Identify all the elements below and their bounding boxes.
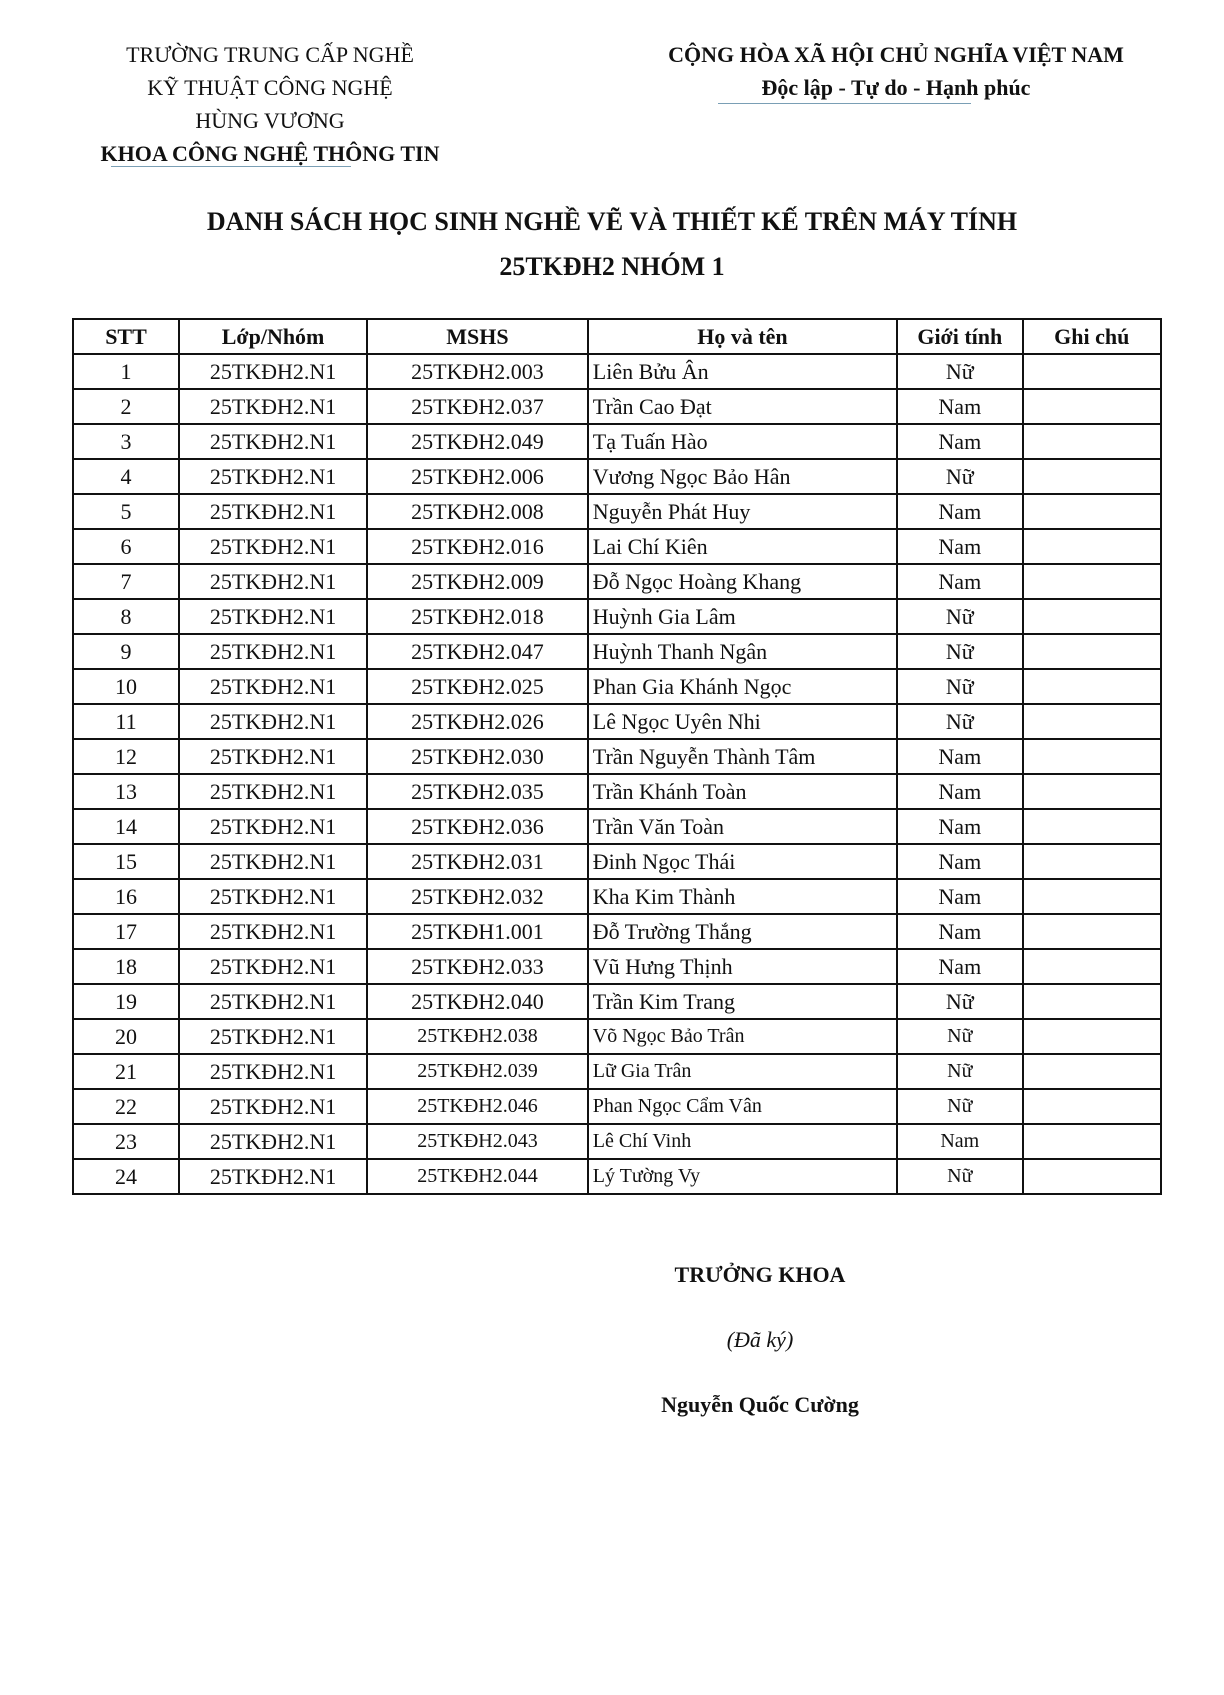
table-row bbox=[73, 494, 1161, 529]
row-stt: 21 bbox=[73, 1054, 179, 1089]
row-stt: 20 bbox=[73, 1019, 179, 1054]
row-gender: Nam bbox=[897, 914, 1022, 949]
row-student-id: 25TKĐH2.047 bbox=[367, 634, 588, 669]
row-full-name: Trần Kim Trang bbox=[588, 984, 897, 1019]
signed-status: (Đã ký) bbox=[726, 1327, 794, 1352]
row-student-id: 25TKĐH2.030 bbox=[367, 739, 588, 774]
department-name: KHOA CÔNG NGHỆ THÔNG TIN bbox=[100, 141, 440, 166]
row-full-name: Phan Ngọc Cẩm Vân bbox=[588, 1089, 897, 1124]
row-student-id: 25TKĐH2.035 bbox=[367, 774, 588, 809]
row-class: 25TKĐH2.N1 bbox=[179, 459, 367, 494]
table-header-row bbox=[73, 319, 1161, 354]
national-title: CỘNG HÒA XÃ HỘI CHỦ NGHĨA VIỆT NAM bbox=[668, 42, 1124, 67]
row-stt: 2 bbox=[73, 389, 179, 424]
row-gender: Nam bbox=[897, 494, 1022, 529]
row-note bbox=[1023, 1159, 1161, 1194]
table-row bbox=[73, 389, 1161, 424]
table-row bbox=[73, 984, 1161, 1019]
row-student-id: 25TKĐH2.049 bbox=[367, 424, 588, 459]
row-stt: 18 bbox=[73, 949, 179, 984]
table-row bbox=[73, 1159, 1161, 1194]
row-student-id: 25TKĐH2.018 bbox=[367, 599, 588, 634]
row-stt: 3 bbox=[73, 424, 179, 459]
student-table bbox=[72, 318, 1162, 1195]
row-stt: 6 bbox=[73, 529, 179, 564]
table-row bbox=[73, 354, 1161, 389]
row-note bbox=[1023, 879, 1161, 914]
row-stt: 7 bbox=[73, 564, 179, 599]
row-student-id: 25TKĐH2.025 bbox=[367, 669, 588, 704]
row-gender: Nữ bbox=[897, 704, 1022, 739]
row-full-name: Lê Chí Vinh bbox=[588, 1124, 897, 1159]
row-class: 25TKĐH2.N1 bbox=[179, 634, 367, 669]
row-note bbox=[1023, 844, 1161, 879]
signer-name: Nguyễn Quốc Cường bbox=[661, 1392, 859, 1417]
row-full-name: Trần Văn Toàn bbox=[588, 809, 897, 844]
header-class: Lớp/Nhóm bbox=[179, 319, 367, 354]
row-full-name: Trần Nguyễn Thành Tâm bbox=[588, 739, 897, 774]
row-student-id: 25TKĐH2.040 bbox=[367, 984, 588, 1019]
row-gender: Nữ bbox=[897, 1054, 1022, 1089]
header-gender: Giới tính bbox=[897, 319, 1022, 354]
row-student-id: 25TKĐH2.016 bbox=[367, 529, 588, 564]
row-student-id: 25TKĐH2.036 bbox=[367, 809, 588, 844]
row-class: 25TKĐH2.N1 bbox=[179, 1159, 367, 1194]
row-note bbox=[1023, 634, 1161, 669]
row-class: 25TKĐH2.N1 bbox=[179, 529, 367, 564]
row-student-id: 25TKĐH2.033 bbox=[367, 949, 588, 984]
row-student-id: 25TKĐH2.006 bbox=[367, 459, 588, 494]
row-full-name: Lai Chí Kiên bbox=[588, 529, 897, 564]
row-class: 25TKĐH2.N1 bbox=[179, 914, 367, 949]
table-row bbox=[73, 844, 1161, 879]
header-stt: STT bbox=[73, 319, 179, 354]
row-class: 25TKĐH2.N1 bbox=[179, 1124, 367, 1159]
row-gender: Nữ bbox=[897, 459, 1022, 494]
row-note bbox=[1023, 669, 1161, 704]
row-full-name: Đỗ Trường Thắng bbox=[588, 914, 897, 949]
row-class: 25TKĐH2.N1 bbox=[179, 704, 367, 739]
national-motto: Độc lập - Tự do - Hạnh phúc bbox=[761, 75, 1031, 100]
row-note bbox=[1023, 564, 1161, 599]
row-note bbox=[1023, 529, 1161, 564]
row-class: 25TKĐH2.N1 bbox=[179, 984, 367, 1019]
row-full-name: Liên Bửu Ân bbox=[588, 354, 897, 389]
row-full-name: Tạ Tuấn Hào bbox=[588, 424, 897, 459]
row-student-id: 25TKĐH2.008 bbox=[367, 494, 588, 529]
row-stt: 22 bbox=[73, 1089, 179, 1124]
school-name-line-1: TRƯỜNG TRUNG CẤP NGHỀ bbox=[126, 42, 414, 67]
row-class: 25TKĐH2.N1 bbox=[179, 1089, 367, 1124]
row-note bbox=[1023, 599, 1161, 634]
row-full-name: Vũ Hưng Thịnh bbox=[588, 949, 897, 984]
row-stt: 11 bbox=[73, 704, 179, 739]
row-class: 25TKĐH2.N1 bbox=[179, 389, 367, 424]
table-row bbox=[73, 879, 1161, 914]
row-note bbox=[1023, 774, 1161, 809]
table-row bbox=[73, 599, 1161, 634]
row-class: 25TKĐH2.N1 bbox=[179, 1019, 367, 1054]
row-stt: 14 bbox=[73, 809, 179, 844]
row-note bbox=[1023, 949, 1161, 984]
row-gender: Nữ bbox=[897, 354, 1022, 389]
row-stt: 12 bbox=[73, 739, 179, 774]
row-stt: 4 bbox=[73, 459, 179, 494]
table-row bbox=[73, 1124, 1161, 1159]
header-note: Ghi chú bbox=[1023, 319, 1161, 354]
row-class: 25TKĐH2.N1 bbox=[179, 949, 367, 984]
row-class: 25TKĐH2.N1 bbox=[179, 739, 367, 774]
row-student-id: 25TKĐH2.003 bbox=[367, 354, 588, 389]
table-row bbox=[73, 669, 1161, 704]
table-row bbox=[73, 704, 1161, 739]
row-gender: Nữ bbox=[897, 1159, 1022, 1194]
row-full-name: Võ Ngọc Bảo Trân bbox=[588, 1019, 897, 1054]
row-student-id: 25TKĐH2.039 bbox=[367, 1054, 588, 1089]
row-stt: 16 bbox=[73, 879, 179, 914]
row-gender: Nam bbox=[897, 844, 1022, 879]
row-gender: Nam bbox=[897, 774, 1022, 809]
row-stt: 13 bbox=[73, 774, 179, 809]
row-note bbox=[1023, 389, 1161, 424]
row-class: 25TKĐH2.N1 bbox=[179, 774, 367, 809]
row-note bbox=[1023, 424, 1161, 459]
row-full-name: Lê Ngọc Uyên Nhi bbox=[588, 704, 897, 739]
row-student-id: 25TKĐH2.038 bbox=[367, 1019, 588, 1054]
row-gender: Nữ bbox=[897, 634, 1022, 669]
table-row bbox=[73, 634, 1161, 669]
row-gender: Nam bbox=[897, 879, 1022, 914]
row-gender: Nam bbox=[897, 739, 1022, 774]
table-row bbox=[73, 949, 1161, 984]
row-gender: Nữ bbox=[897, 1089, 1022, 1124]
row-stt: 1 bbox=[73, 354, 179, 389]
row-student-id: 25TKĐH2.009 bbox=[367, 564, 588, 599]
national-header bbox=[596, 38, 1196, 104]
row-gender: Nam bbox=[897, 389, 1022, 424]
row-gender: Nữ bbox=[897, 984, 1022, 1019]
row-full-name: Nguyễn Phát Huy bbox=[588, 494, 897, 529]
row-class: 25TKĐH2.N1 bbox=[179, 599, 367, 634]
row-gender: Nam bbox=[897, 424, 1022, 459]
table-row bbox=[73, 564, 1161, 599]
row-class: 25TKĐH2.N1 bbox=[179, 424, 367, 459]
row-note bbox=[1023, 704, 1161, 739]
table-row bbox=[73, 914, 1161, 949]
row-class: 25TKĐH2.N1 bbox=[179, 844, 367, 879]
row-full-name: Huỳnh Thanh Ngân bbox=[588, 634, 897, 669]
row-stt: 15 bbox=[73, 844, 179, 879]
row-student-id: 25TKĐH1.001 bbox=[367, 914, 588, 949]
row-note bbox=[1023, 459, 1161, 494]
table-row bbox=[73, 1019, 1161, 1054]
document-subtitle: 25TKĐH2 NHÓM 1 bbox=[499, 252, 725, 281]
header-student-id: MSHS bbox=[367, 319, 588, 354]
row-student-id: 25TKĐH2.046 bbox=[367, 1089, 588, 1124]
row-student-id: 25TKĐH2.031 bbox=[367, 844, 588, 879]
table-row bbox=[73, 529, 1161, 564]
row-student-id: 25TKĐH2.037 bbox=[367, 389, 588, 424]
row-student-id: 25TKĐH2.026 bbox=[367, 704, 588, 739]
header-full-name: Họ và tên bbox=[588, 319, 897, 354]
school-header bbox=[66, 38, 474, 170]
row-class: 25TKĐH2.N1 bbox=[179, 669, 367, 704]
row-full-name: Phan Gia Khánh Ngọc bbox=[588, 669, 897, 704]
row-gender: Nam bbox=[897, 949, 1022, 984]
row-stt: 8 bbox=[73, 599, 179, 634]
row-note bbox=[1023, 354, 1161, 389]
row-note bbox=[1023, 809, 1161, 844]
table-row bbox=[73, 809, 1161, 844]
row-class: 25TKĐH2.N1 bbox=[179, 564, 367, 599]
row-stt: 17 bbox=[73, 914, 179, 949]
row-full-name: Vương Ngọc Bảo Hân bbox=[588, 459, 897, 494]
row-note bbox=[1023, 1089, 1161, 1124]
row-stt: 24 bbox=[73, 1159, 179, 1194]
row-note bbox=[1023, 984, 1161, 1019]
table-row bbox=[73, 739, 1161, 774]
row-student-id: 25TKĐH2.043 bbox=[367, 1124, 588, 1159]
row-student-id: 25TKĐH2.032 bbox=[367, 879, 588, 914]
row-full-name: Lý Tường Vy bbox=[588, 1159, 897, 1194]
table-row bbox=[73, 1089, 1161, 1124]
table-row bbox=[73, 774, 1161, 809]
motto-underline bbox=[718, 103, 971, 104]
row-full-name: Kha Kim Thành bbox=[588, 879, 897, 914]
row-class: 25TKĐH2.N1 bbox=[179, 1054, 367, 1089]
row-gender: Nữ bbox=[897, 599, 1022, 634]
row-note bbox=[1023, 1019, 1161, 1054]
row-full-name: Lữ Gia Trân bbox=[588, 1054, 897, 1089]
row-gender: Nữ bbox=[897, 669, 1022, 704]
department-underline bbox=[111, 166, 351, 167]
row-note bbox=[1023, 494, 1161, 529]
row-note bbox=[1023, 914, 1161, 949]
row-stt: 10 bbox=[73, 669, 179, 704]
row-full-name: Trần Khánh Toàn bbox=[588, 774, 897, 809]
table-row bbox=[73, 459, 1161, 494]
row-stt: 5 bbox=[73, 494, 179, 529]
row-full-name: Huỳnh Gia Lâm bbox=[588, 599, 897, 634]
row-stt: 19 bbox=[73, 984, 179, 1019]
row-stt: 9 bbox=[73, 634, 179, 669]
row-class: 25TKĐH2.N1 bbox=[179, 494, 367, 529]
row-gender: Nam bbox=[897, 564, 1022, 599]
row-note bbox=[1023, 1124, 1161, 1159]
signer-role: TRƯỞNG KHOA bbox=[674, 1262, 846, 1287]
row-note bbox=[1023, 1054, 1161, 1089]
row-gender: Nam bbox=[897, 1124, 1022, 1159]
row-full-name: Trần Cao Đạt bbox=[588, 389, 897, 424]
row-class: 25TKĐH2.N1 bbox=[179, 354, 367, 389]
row-full-name: Đinh Ngọc Thái bbox=[588, 844, 897, 879]
row-gender: Nam bbox=[897, 809, 1022, 844]
table-row bbox=[73, 1054, 1161, 1089]
school-name-line-2: KỸ THUẬT CÔNG NGHỆ bbox=[147, 75, 393, 100]
row-class: 25TKĐH2.N1 bbox=[179, 809, 367, 844]
school-name-line-3: HÙNG VƯƠNG bbox=[195, 108, 345, 133]
row-full-name: Đỗ Ngọc Hoàng Khang bbox=[588, 564, 897, 599]
document-title: DANH SÁCH HỌC SINH NGHỀ VẼ VÀ THIẾT KẾ TRÊN MÁY TÍNH bbox=[206, 207, 1018, 236]
row-class: 25TKĐH2.N1 bbox=[179, 879, 367, 914]
row-gender: Nam bbox=[897, 529, 1022, 564]
table-row bbox=[73, 424, 1161, 459]
row-stt: 23 bbox=[73, 1124, 179, 1159]
row-note bbox=[1023, 739, 1161, 774]
row-gender: Nữ bbox=[897, 1019, 1022, 1054]
row-student-id: 25TKĐH2.044 bbox=[367, 1159, 588, 1194]
